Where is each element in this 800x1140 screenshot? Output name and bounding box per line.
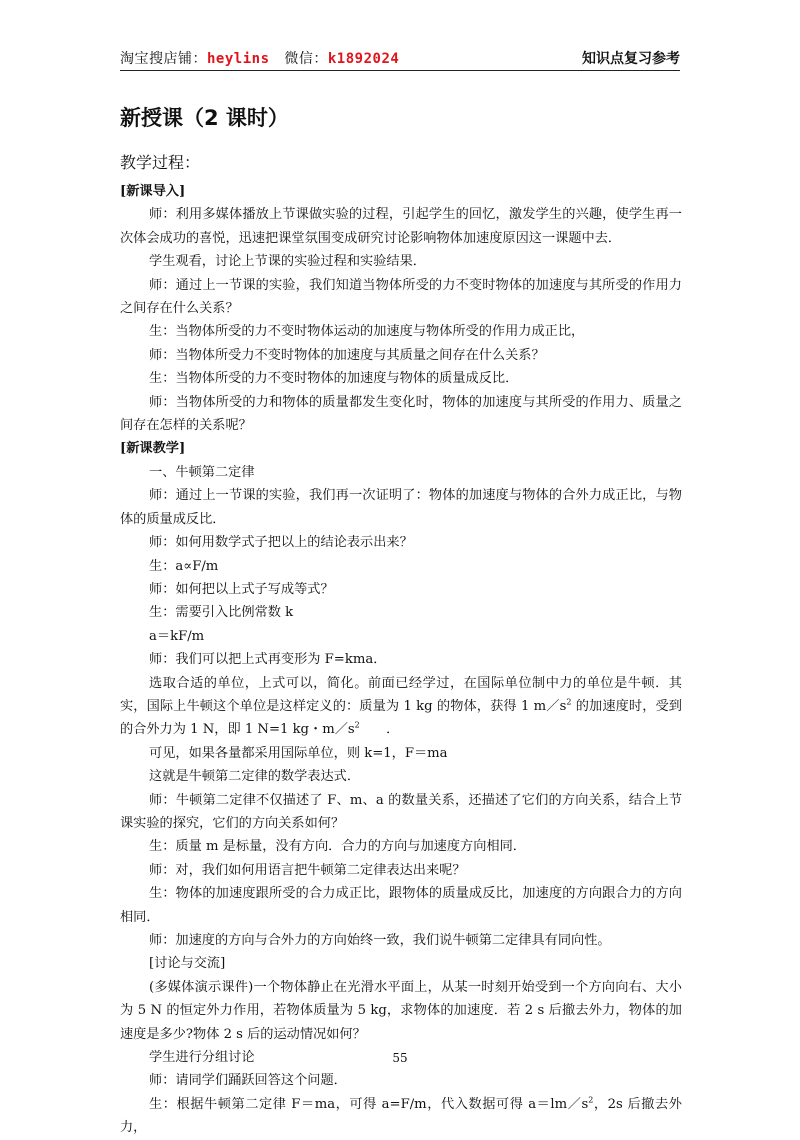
text-run: ． (359, 722, 400, 738)
page-number: 55 (392, 1051, 408, 1065)
paragraph: 师：请同学们踊跃回答这个问题． (149, 1073, 347, 1089)
section-subtitle: 教学过程： (120, 153, 201, 172)
text-run: 的加速度时，受到的合外力为 1 N，即 1 N=1 kg・m／s (120, 698, 682, 738)
paragraph: 学生观看，讨论上节课的实验过程和实验结果． (149, 254, 426, 270)
paragraph: 这就是牛顿第二定律的数学表达式． (149, 769, 361, 785)
wechat-label: 微信： (284, 51, 328, 67)
superscript: 2 (588, 1095, 594, 1105)
document-body (120, 180, 682, 1140)
shop-label: 淘宝搜店铺： (120, 51, 207, 67)
paragraph: 师：对，我们如何用语言把牛顿第二定律表达出来呢？ (149, 862, 466, 878)
page-header (120, 44, 680, 71)
paragraph: 师：牛顿第二定律不仅描述了 F、m、a 的数量关系，还描述了它们的方向关系，结合上节课实验的探究，它们的方向关系如何？ (120, 792, 682, 831)
page-title: 新授课（2 课时） (120, 106, 289, 130)
paragraph-unit-definition (120, 672, 682, 742)
paragraph: 生：需要引入比例常数 k (149, 605, 294, 621)
paragraph: 生：当物体所受的力不变时物体的加速度与物体的质量成反比． (149, 371, 519, 387)
superscript: 2 (354, 720, 360, 730)
paragraph: 可见，如果各量都采用国际单位，则 k=1，F＝ma (149, 745, 448, 761)
shop-info (120, 48, 399, 68)
paragraph: 生：物体的加速度跟所受的合力成正比，跟物体的质量成反比，加速度的方向跟合力的方向相同． (120, 886, 682, 925)
paragraph: 师：当物体所受力不变时物体的加速度与其质量之间存在什么关系？ (149, 347, 545, 363)
paragraph: 师：通过上一节课的实验，我们知道当物体所受的力不变时物体的加速度与其所受的作用力之间存在什么关系？ (120, 277, 682, 317)
paragraph: 一、牛顿第二定律 (149, 464, 255, 480)
superscript: 2 (566, 697, 572, 707)
text-run: 选取合适的单位，上式可以，简化。前面已经学过，在国际单位制中力的单位是牛顿．其实，国际上牛顿这个单位是这样定义的：质量为 1 kg 的物体，获得 1 m／s (120, 675, 682, 714)
paragraph: 师：利用多媒体播放上节课做实验的过程，引起学生的回忆，激发学生的兴趣，使学生再一次体会成功的喜悦，迅速把课堂氛围变成研究讨论影响物体加速度原因这一课题中去． (120, 207, 682, 246)
paragraph (120, 1093, 682, 1140)
paragraph: 师：通过上一节课的实验，我们再一次证明了：物体的加速度与物体的合外力成正比，与物体的质量成反比． (120, 488, 682, 527)
paragraph: 生：a∝F/m (149, 558, 219, 574)
paragraph: 生：质量 m 是标量，没有方向．合力的方向与加速度方向相同． (149, 839, 526, 855)
shop-name: heylins (207, 51, 270, 67)
header-right-title: 知识点复习参考 (582, 51, 680, 67)
wechat-id: k1892024 (327, 51, 400, 67)
paragraph: (多媒体演示课件)一个物体静止在光滑水平面上，从某一时刻开始受到一个方向向右、大小为 5 N 的恒定外力作用，若物体质量为 5 kg，求物体的加速度．若 2 s 后撤去外力，物体的加速度是多少?物体 2 s 后的运动情况如何？ (120, 979, 682, 1042)
discussion-heading: [讨论与交流] (149, 956, 226, 972)
formula: a＝kF/m (149, 628, 205, 644)
paragraph: 师：我们可以把上式再变形为 F=kma． (149, 652, 387, 668)
paragraph: 师：如何把以上式子写成等式？ (149, 581, 334, 597)
section-heading-teach: [新课教学] (120, 441, 186, 457)
paragraph: 师：加速度的方向与合外力的方向始终一致，我们说牛顿第二定律具有同向性。 (149, 933, 611, 948)
paragraph: 生：当物体所受的力不变时物体运动的加速度与物体所受的作用力成正比， (149, 324, 585, 340)
section-heading-intro: [新课导入] (120, 184, 186, 199)
paragraph: 师：如何用数学式子把以上的结论表示出来？ (149, 535, 413, 551)
paragraph: 师：当物体所受的力和物体的质量都发生变化时，物体的加速度与其所受的作用力、质量之间存在怎样的关系呢？ (120, 394, 682, 434)
text-run: ，2s 后撤去外力， (120, 1096, 682, 1136)
paragraph: 学生进行分组讨论 (149, 1050, 255, 1066)
text-run: 生：根据牛顿第二定律 F＝ma，可得 a=F/m，代入数据可得 a＝lm／s (149, 1096, 589, 1112)
